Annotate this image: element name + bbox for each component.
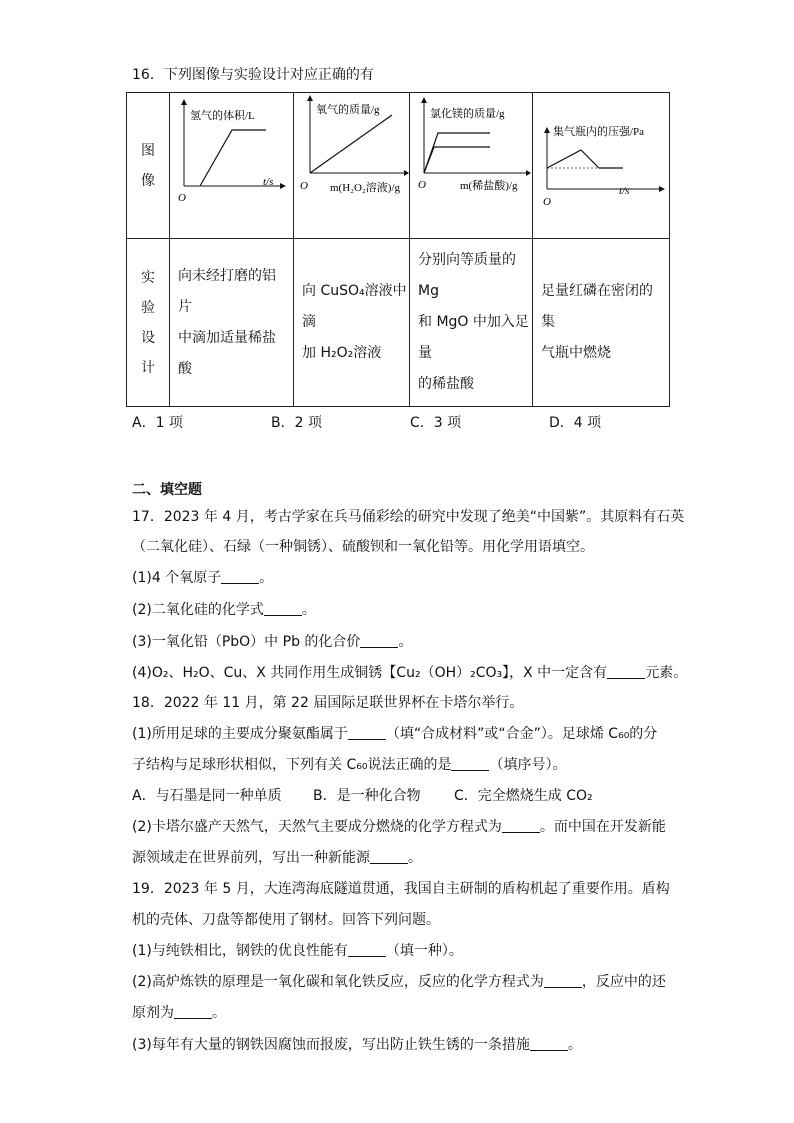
graph4-origin: O (543, 196, 551, 208)
answer-blank[interactable] (544, 973, 582, 988)
q18-option-a[interactable]: A．与石墨是同一种单质 (132, 788, 282, 804)
q19-part-1: (1)与纯铁相比，钢铁的优良性能有 （填一种）。 (132, 943, 463, 959)
row-label-design: 实 验 设 计 (127, 239, 170, 407)
answer-blank[interactable] (174, 1004, 212, 1019)
graph-bottle-pressure (533, 93, 670, 239)
answer-blank[interactable] (451, 756, 489, 771)
graph-hydrogen-volume (170, 93, 294, 239)
answer-blank[interactable] (502, 818, 540, 833)
graph2-ylabel: 氧气的质量/g (316, 104, 380, 116)
q17-part-4: (4)O₂、H₂O、Cu、X 共同作用生成铜锈【Cu₂（OH）₂CO₃】，X 中一定含有 元素。 (132, 665, 688, 681)
graph3-xlabel: m(稀盐酸)/g (460, 180, 518, 192)
design-magnesium: 分别向等质量的 Mg 和 MgO 中加入足 量 的稀盐酸 (410, 239, 533, 407)
graph1-origin: O (178, 192, 186, 204)
answer-blank[interactable] (370, 849, 408, 864)
option-b[interactable]: B．2 项 (271, 415, 322, 431)
answer-blank[interactable] (530, 1036, 568, 1051)
answer-blank[interactable] (221, 569, 259, 584)
q19-part-2-line-1: (2)高炉炼铁的原理是一氧化碳和氧化铁反应，反应的化学方程式为 ，反应中的还 (132, 974, 666, 990)
option-c[interactable]: C．3 项 (410, 415, 462, 431)
q18-part-1-line-1: (1)所用足球的主要成分聚氨酯属于 （填“合成材料”或“合金”）。足球烯 C₆₀的分 (132, 726, 658, 742)
q17-part-1: (1)4 个氧原子 。 (132, 570, 274, 586)
q19-stem-2: 机的壳体、刀盘等都使用了钢材。回答下列问题。 (132, 912, 440, 928)
graph2-xlabel: m(H₂O₂溶液)/g (330, 182, 400, 194)
graph1-xlabel: t/s (263, 176, 274, 188)
q19-part-2-line-2: 原剂为 。 (132, 1005, 226, 1021)
q18-option-b[interactable]: B．是一种化合物 (313, 788, 421, 804)
answer-blank[interactable] (360, 633, 398, 648)
graph4-xlabel: t/s (619, 185, 630, 197)
option-a[interactable]: A．1 项 (132, 415, 183, 431)
graph3-ylabel: 氯化镁的质量/g (430, 108, 505, 120)
q19-stem-1: 19．2023 年 5 月，大连湾海底隧道贯通，我国自主研制的盾构机起了重要作用。盾构 (132, 881, 670, 897)
q19-part-3: (3)每年有大量的钢铁因腐蚀而报废，写出防止铁生锈的一条措施 。 (132, 1037, 582, 1053)
q17-part-2: (2)二氧化硅的化学式 。 (132, 602, 316, 618)
q18-part-2-line-2: 源领域走在世界前列，写出一种新能源 。 (132, 850, 422, 866)
q18-part-2-line-1: (2)卡塔尔盛产天然气，天然气主要成分燃烧的化学方程式为 。而中国在开发新能 (132, 819, 666, 835)
answer-blank[interactable] (348, 942, 386, 957)
graph4-ylabel: 集气瓶内的压强/Pa (553, 126, 645, 138)
row-label-graph: 图 像 (127, 93, 170, 239)
q17-part-3: (3)一氧化铅（PbO）中 Pb 的化合价 。 (132, 634, 413, 650)
design-red-phosphorus: 足量红磷在密闭的 集 气瓶中燃烧 (533, 239, 670, 407)
option-d[interactable]: D．4 项 (549, 415, 602, 431)
graph-magnesium-chloride-mass (410, 93, 533, 239)
design-aluminum: 向未经打磨的铝 片 中滴加适量稀盐 酸 (170, 239, 294, 407)
q18-option-c[interactable]: C．完全燃烧生成 CO₂ (454, 788, 593, 804)
q16-table (126, 92, 670, 407)
answer-blank[interactable] (264, 601, 302, 616)
q17-stem-2: （二氧化硅）、石绿（一种铜锈）、硫酸钡和一氧化铅等。用化学用语填空。 (132, 539, 594, 555)
graph-oxygen-mass (294, 93, 410, 239)
q18-part-1-line-2: 子结构与足球形状相似，下列有关 C₆₀说法正确的是 （填序号）。 (132, 757, 567, 773)
graph1-ylabel: 氢气的体积/L (190, 110, 255, 122)
q18-stem: 18．2022 年 11 月，第 22 届国际足联世界杯在卡塔尔举行。 (132, 695, 524, 711)
design-copper-sulfate: 向 CuSO₄溶液中 滴 加 H₂O₂溶液 (294, 239, 410, 407)
answer-blank[interactable] (348, 725, 386, 740)
section-title: 二、填空题 (132, 482, 202, 498)
graph2-origin: O (300, 180, 308, 192)
graph3-origin: O (418, 179, 426, 191)
answer-blank[interactable] (607, 664, 645, 679)
q17-stem-1: 17．2023 年 4 月，考古学家在兵马俑彩绘的研究中发现了绝美“中国紫”。其原料有石英 (132, 509, 685, 525)
q16-stem: 16．下列图像与实验设计对应正确的有 (132, 67, 374, 83)
